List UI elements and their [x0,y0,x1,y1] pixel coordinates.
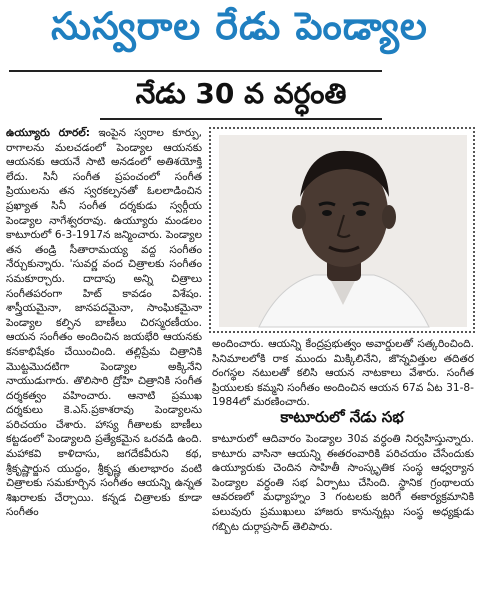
subheadline: నేడు 30 వ వర్ధంతి [135,77,347,110]
section-body-column [212,432,474,598]
rule-left-top [9,70,100,72]
portrait-photo [219,135,467,327]
photo-frame [209,127,475,333]
rule-bottom [100,118,382,120]
article-left-text: ఇంపైన స్వరాల కూర్పు, రాగాలను మలచడంలో పెండ్యాల ఆయనకు ఆయనకు ఆయనే సాటి అనడంలో అతిశయోక్తి లేదు. సినీ సంగీత ప్రపంచంలో సంగీత ప్రియులను తన స్వరకల్పనతో ఓలలాడించిన ప్రఖ్యాత సినీ సంగీత దర్శకుడు స్వర్గీయ పెండ్యాల నాగేశ్వరరావు. ఉయ్యూరు మండలం కాటూరులో 6-3-1917న జన్మించారు. పెండ్యాల తన తండ్రి సీతారామయ్య వద్ద సంగీతం నేర్చుకున్నారు. 'సువర్ణ వంద చిత్రాలకు సంగీతం సమకూర్చారు. దాదాపు అన్ని చిత్రాలు సంగీతపరంగా హిట్ కావడం విశేషం. శాస్త్రీయమైనా, జానపదమైనా, సాంఘికమైనా పెండ్యాల కల్పిన బాణీలు చిరస్మరణీయం. ఆయన సంగీతం అందించిన జయభేరి ఆయనకు కనకాభిషేకం చేయించింది. తల్లిప్రేమ చిత్రానికి మొట్టమొదటిగా పెండ్యాల అక్కినేని నాయుడుగారు. తొలిసారి ద్రోహి చిత్రానికి సంగీత దర్శకత్వం వహించారు. ఆనాటి ప్రముఖ దర్శకులు కె.ఎస్.ప్రకాశరావు పెండ్యాలను పరిచయం చేశారు. హాస్య గీతాలకు బాణీలు కట్టడంలో పెండ్యాలది ప్రత్యేకమైన ఒరవడి ఉంది. మహాకవి కాళిదాసు, జగదేకవీరుని కథ, శ్రీకృష్ణార్జున యుద్ధం, శ్రీకృష్ణ తులాభారం వంటి చిత్రాలకు సమకూర్చిన సంగీతం ఆయన్ని ఉన్నత శిఖరాలకు చేర్చాయి. కన్నడ చిత్రాలకు కూడా సంగీతం [6,127,203,519]
article-left-column [6,126,202,598]
article-right-column [212,337,474,409]
section-heading: కాటూరులో నేడు సభ [280,408,404,426]
section-body-text: కాటూరులో ఆదివారం పెండ్యాల 30వ వర్ధంతి నిర్వహిస్తున్నారు. కాటూరు వాసినా ఆయన్ని ఈతరంవారికి పరిచయం చేసేందుకు ఉయ్యూరుకు చెందిన సాహితీ సాంస్కృతిక సంస్థ ఆధ్వర్యాన పెండ్యాల వర్ధంతి సభ ఏర్పాటు చేసింది. స్థానిక గ్రంథాలయ ఆవరణలో మధ్యాహ్నం 3 గంటలకు జరిగే ఈకార్యక్రమానికి పలువురు ప్రముఖులు హాజరు కానున్నట్లు సంస్థ అధ్యక్షుడు గబ్బిట దుర్గాప్రసాద్ తెలిపారు. [212,433,474,533]
portrait-illustration [219,135,467,327]
byline: ఉయ్యూరు రూరల్: [6,127,90,139]
headline: సుస్వరాల రేడు పెండ్యాల [51,4,428,48]
article-right-text: అందించారు. ఆయన్ని కేంద్రప్రభుత్వం అవార్డులతో సత్కరించింది. సినిమాలలోకి రాక ముందు మిక్కిలినేని, జొన్నవిత్తుల తదితర రంగస్థల నటులతో కలిసి ఆయన నాటకాలు వేశారు. సంగీత ప్రియులకు కమ్మని సంగీతం అందించిన ఆయన 67వ ఏట 31-8-1984లో మరణించారు. [212,338,474,409]
